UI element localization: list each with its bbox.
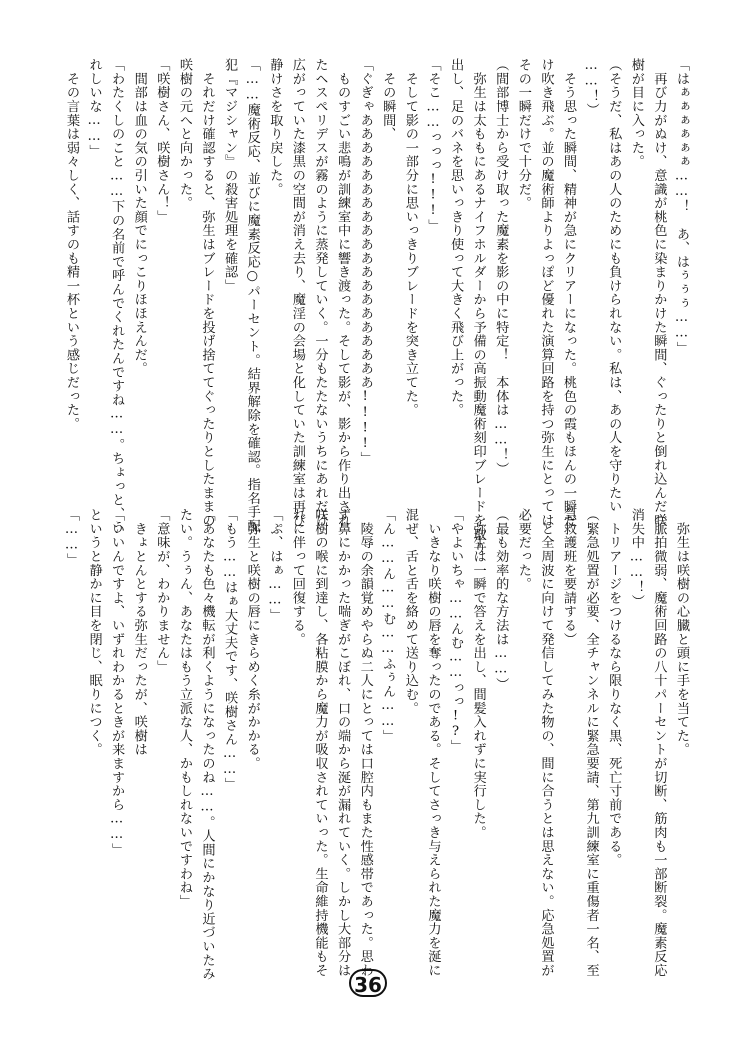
text-line: （最も効率的な方法は……） [493,508,509,691]
text-line: け吹き飛ぶ。並の魔術師よりよっぽど優れた演算回路を持つ弥生にとっては [538,58,554,528]
text-line: 「意味が、わかりません」 [154,508,170,674]
text-line: トリアージをつけるなら限りなく黒、死亡寸前である。 [606,508,622,867]
text-line: ものすごい悲鳴が訓練室中に響き渡った。そして影が、影から作り出され [335,58,351,528]
page-number: 36 [349,969,387,997]
text-line: 必要だった。 [515,508,531,591]
text-line: 咲樹の喉に到達し、各粘膜から魔力が吸収されていった。生命維持機能もそ [312,508,328,978]
text-line: それだけ確認すると、弥生はブレードを投げ捨ててぐったりとしたままの [199,58,215,528]
text-line: 広がっていた漆黒の空間が消え去り、魔淫の会場と化していた訓練室は再び [289,58,305,528]
text-line: 「はぁぁぁぁぁぁ……！ あ、はぅぅぅ……」 [674,58,689,355]
text-line: 静けさを取り戻した。 [267,58,283,196]
text-line: 間部は血の気の引いた顔でにっこりほほえんだ。 [131,58,147,376]
text-line: そう思った瞬間、精神が急にクリアーになった。桃色の霞もほんの一瞬だ [561,58,577,528]
text-line: 陵辱の余韻覚めやらぬ二人にとっては口腔内もまた性感帯であった。思わ [357,508,373,978]
text-line: （そうだ、私はあの人のためにも負けられない。私は、あの人を守りたい [606,58,622,514]
text-line: れしいな……」 [86,58,102,159]
text-line: 「……」 [63,508,79,567]
text-line: そして影の一部分に思いっきりブレードを突き立てた。 [402,58,418,417]
text-line: きょとんとする弥生だったが、咲樹は [131,508,147,757]
text-line: その瞬間、 [380,58,396,141]
text-line: たヘスペリデスが霧のように蒸発していく。一分もたたないうちにあれだけ [312,58,328,528]
text-line: 「やよいちゃ……んむ……っっ!?」 [448,508,464,754]
text-line: 「もう……はぁ大丈夫です、咲樹さん……」 [222,508,238,792]
text-line: 「ぐぎゃああああああああああああああああああああ!!!!」 [357,58,373,466]
text-line: 「……魔術反応、並びに魔素反応○パーセント。結界解除を確認。指名手配 [244,58,260,533]
text-line: 「わたくしのこと……下の名前で呼んでくれたんですね……。ちょっと、う [109,58,125,535]
text-line: れに伴って回復する。 [289,508,305,646]
text-line: 出し、足のバネを思いっきり使って大きく飛び上がった。 [448,58,464,417]
text-line: 弥生は咲樹の心臓と頭に手を当てた。 [674,508,689,757]
text-line: 「咲樹さん、咲樹さん！」 [154,58,170,224]
text-line: たい。うぅん、あなたはもう立派な人、かもしれないですわね」 [176,508,192,909]
text-line: （脈拍微弱、魔術回路の八十パーセントが切断、筋肉も一部断裂。魔素反応 [651,508,667,978]
text-line: 「そこ……っっっ!!!」 [425,58,441,233]
text-line: 弥生と咲樹の唇にきらめく糸がかかる。 [244,508,260,771]
text-line: 「いいんですよ、いずれわかるときが来ますから……」 [109,508,125,857]
text-block-bottom [63,508,692,981]
text-line: 咲樹の元へと向かった。 [176,58,192,210]
text-line: 弥生は一瞬で答えを出し、間髪入れずに実行した。 [470,508,486,840]
text-line: 混ぜ、舌と舌を絡めて送り込む。 [402,508,418,715]
text-line: 消失中……！） [628,508,644,609]
text-line: と全周波に向けて発信してみた物の、間に合うとは思えない。応急処置が [538,508,554,978]
text-line: 再び力がぬけ、意識が桃色に染まりかけた瞬間、ぐったりと倒れ込んだ咲 [651,58,667,528]
text-line: いきなり咲樹の唇を奪ったのである。そしてさっき与えられた魔力を涎に [425,508,441,978]
text-line: 「ぷ、はぁ……」 [267,508,283,622]
text-line: 樹が目に入った。 [628,58,644,169]
text-line: 「ん……ん……む……ふぅん……」 [380,508,396,744]
text-line: （間部博士から受け取った魔素を影の中に特定！ 本体は……！） [493,58,509,476]
text-line: というと静かに目を閉じ、眠りにつく。 [86,508,102,757]
text-line: 犯『マジシャン』の殺害処理を確認」 [222,58,238,293]
text-line: 急救護班を要請する） [561,508,577,646]
text-line: 「あなたも色々機転が利くようになったのね……。人間にかなり近づいたみ [199,508,215,981]
text-line: その言葉は弱々しく、話すのも精一杯という感じだった。 [63,58,79,431]
text-line: その一瞬だけで十分だ。 [515,58,531,210]
text-line: 弥生は太ももにあるナイフホルダーから予備の高振動魔術刻印ブレードを取り [470,58,486,555]
text-line: ず鼻にかかった喘ぎがこぼれ、口の端から涎が漏れていく。しかし大部分は [335,508,351,978]
text-line: （緊急処置が必要、全チャンネルに緊急要請、第九訓練室に重傷者一名、至 [583,508,599,978]
text-line: ……！） [583,58,599,117]
